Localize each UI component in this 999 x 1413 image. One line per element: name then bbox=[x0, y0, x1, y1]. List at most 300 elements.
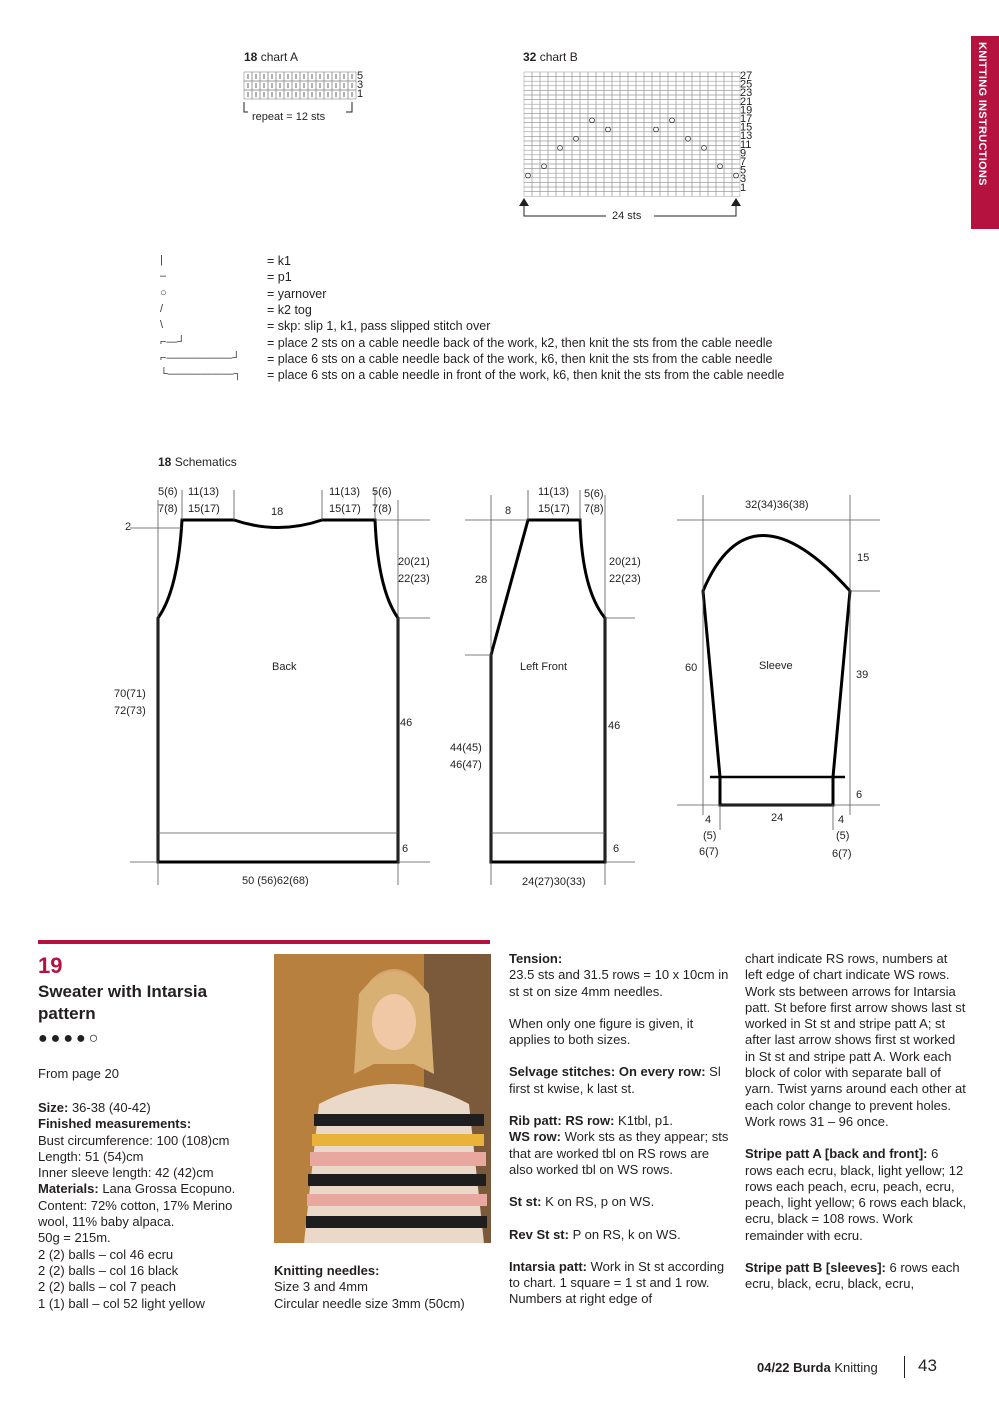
chart-b-cell bbox=[604, 173, 612, 178]
chart-b-cell bbox=[612, 95, 620, 100]
chart-b-cell bbox=[588, 182, 596, 187]
chart-b-yarnover bbox=[686, 136, 691, 141]
chart-b-cell bbox=[724, 113, 732, 118]
chart-b-cell bbox=[724, 173, 732, 178]
chart-b-row-label: 25 bbox=[740, 78, 753, 91]
chart-b-cell bbox=[540, 72, 548, 77]
chart-b-cell bbox=[628, 164, 636, 169]
chart-b-cell bbox=[628, 155, 636, 160]
chart-b-cell bbox=[708, 136, 716, 141]
chart-b-cell bbox=[644, 100, 652, 105]
chart-b-cell bbox=[556, 95, 564, 100]
chart-b-cell bbox=[692, 192, 700, 197]
chart-b-cell bbox=[708, 164, 716, 169]
chart-b-cell bbox=[644, 104, 652, 109]
chart-b-cell bbox=[564, 90, 572, 95]
chart-b-cell bbox=[708, 146, 716, 151]
chart-b-cell bbox=[732, 164, 740, 169]
chart-b-cell bbox=[700, 132, 708, 137]
section-tab-label: KNITTING INSTRUCTIONS bbox=[976, 42, 988, 186]
chart-b-cell bbox=[660, 187, 668, 192]
chart-b-cell bbox=[700, 150, 708, 155]
chart-b-cell bbox=[676, 127, 684, 132]
chart-b-cell bbox=[700, 95, 708, 100]
legend-text: = k1 bbox=[267, 254, 291, 268]
chart-b-cell bbox=[652, 164, 660, 169]
chart-b-cell bbox=[692, 77, 700, 82]
chart-b-cell bbox=[620, 90, 628, 95]
section-divider bbox=[38, 940, 490, 944]
chart-b-cell bbox=[620, 132, 628, 137]
chart-b-cell bbox=[540, 169, 548, 174]
chart-b-cell bbox=[548, 72, 556, 77]
chart-b-cell bbox=[548, 187, 556, 192]
chart-b-cell bbox=[612, 164, 620, 169]
chart-b-cell bbox=[636, 187, 644, 192]
chart-b-cell bbox=[628, 123, 636, 128]
left-front-label: Left Front bbox=[520, 661, 568, 673]
chart-b-cell bbox=[556, 136, 564, 141]
chart-b-cell bbox=[644, 77, 652, 82]
chart-b-cell bbox=[580, 109, 588, 114]
chart-b-cell bbox=[588, 164, 596, 169]
chart-b-cell bbox=[604, 141, 612, 146]
chart-b-cell bbox=[548, 127, 556, 132]
chart-b-yarnover bbox=[654, 127, 659, 132]
chart-b-cell bbox=[708, 182, 716, 187]
chart-b-cell bbox=[524, 155, 532, 160]
chart-b-cell bbox=[644, 178, 652, 183]
chart-b-cell bbox=[716, 132, 724, 137]
chart-b-cell bbox=[564, 187, 572, 192]
chart-b-cell bbox=[684, 123, 692, 128]
chart-b-cell bbox=[644, 169, 652, 174]
chart-b-cell bbox=[676, 132, 684, 137]
chart-b-cell bbox=[716, 173, 724, 178]
chart-b-cell bbox=[652, 86, 660, 91]
chart-b-cell bbox=[636, 132, 644, 137]
chart-b-cell bbox=[532, 136, 540, 141]
chart-b-cell bbox=[604, 132, 612, 137]
legend-text: = k2 tog bbox=[267, 302, 312, 317]
chart-b-cell bbox=[556, 178, 564, 183]
chart-b-cell bbox=[548, 81, 556, 86]
chart-b-cell bbox=[524, 95, 532, 100]
chart-b-cell bbox=[652, 104, 660, 109]
chart-b-yarnover bbox=[590, 118, 595, 123]
chart-b-cell bbox=[604, 146, 612, 151]
chart-b-cell bbox=[596, 178, 604, 183]
chart-b-cell bbox=[588, 123, 596, 128]
chart-b-cell bbox=[660, 77, 668, 82]
chart-b-cell bbox=[732, 72, 740, 77]
chart-b-cell bbox=[532, 113, 540, 118]
chart-b-cell bbox=[684, 109, 692, 114]
chart-b-cell bbox=[588, 173, 596, 178]
chart-b-cell bbox=[636, 113, 644, 118]
chart-b-cell bbox=[604, 136, 612, 141]
chart-b-cell bbox=[652, 187, 660, 192]
chart-b-cell bbox=[636, 146, 644, 151]
chart-b-cell bbox=[532, 90, 540, 95]
chart-b-cell bbox=[532, 146, 540, 151]
chart-b-cell bbox=[596, 109, 604, 114]
chart-b-cell bbox=[692, 72, 700, 77]
chart-b-cell bbox=[644, 136, 652, 141]
chart-b-cell bbox=[596, 155, 604, 160]
chart-b-cell bbox=[636, 182, 644, 187]
back-shoulder-label: 7(8) bbox=[372, 503, 392, 515]
chart-b-cell bbox=[716, 182, 724, 187]
chart-b-cell bbox=[620, 72, 628, 77]
chart-a-row-label: 3 bbox=[357, 79, 364, 91]
chart-b-cell bbox=[564, 113, 572, 118]
chart-b-cell bbox=[684, 81, 692, 86]
chart-b-cell bbox=[612, 187, 620, 192]
chart-b-cell bbox=[724, 77, 732, 82]
chart-b-cell bbox=[676, 182, 684, 187]
chart-b-cell bbox=[700, 146, 708, 151]
schematics-drawing bbox=[100, 470, 900, 900]
chart-b-cell bbox=[652, 72, 660, 77]
chart-b-yarnover bbox=[734, 173, 739, 178]
chart-b-cell bbox=[628, 192, 636, 197]
chart-b-cell bbox=[588, 127, 596, 132]
chart-b-cell bbox=[572, 118, 580, 123]
chart-b-cell bbox=[692, 95, 700, 100]
chart-b-cell bbox=[684, 113, 692, 118]
chart-b-cell bbox=[532, 164, 540, 169]
chart-a-row-label: 1 bbox=[357, 88, 364, 100]
chart-b-cell bbox=[580, 86, 588, 91]
chart-b-cell bbox=[572, 169, 580, 174]
chart-b-cell bbox=[596, 187, 604, 192]
chart-b-cell bbox=[716, 164, 724, 169]
chart-b-cell bbox=[692, 187, 700, 192]
chart-b-cell bbox=[652, 77, 660, 82]
chart-b-cell bbox=[604, 100, 612, 105]
chart-b-cell bbox=[636, 77, 644, 82]
chart-b-cell bbox=[644, 109, 652, 114]
back-shoulder-label: 7(8) bbox=[158, 503, 178, 515]
chart-b-cell bbox=[548, 123, 556, 128]
back-outline bbox=[158, 520, 398, 862]
chart-b-cell bbox=[700, 113, 708, 118]
chart-b-cell bbox=[676, 164, 684, 169]
chart-b-cell bbox=[628, 146, 636, 151]
chart-b-cell bbox=[644, 159, 652, 164]
chart-b-cell bbox=[564, 192, 572, 197]
chart-b-cell bbox=[660, 90, 668, 95]
chart-b-cell bbox=[556, 187, 564, 192]
chart-b-cell bbox=[628, 100, 636, 105]
chart-b-cell bbox=[580, 146, 588, 151]
chart-b-cell bbox=[652, 159, 660, 164]
chart-b-cell bbox=[612, 159, 620, 164]
chart-b-cell bbox=[564, 118, 572, 123]
chart-b-cell bbox=[628, 95, 636, 100]
chart-b-cell bbox=[692, 113, 700, 118]
chart-b-cell bbox=[524, 86, 532, 91]
chart-b-cell bbox=[700, 90, 708, 95]
left-front-length-label: 44(45) bbox=[450, 742, 482, 754]
legend-symbol: – bbox=[160, 270, 167, 283]
chart-b-cell bbox=[588, 150, 596, 155]
chart-b-cell bbox=[660, 118, 668, 123]
chart-b-cell bbox=[668, 146, 676, 151]
chart-b-cell bbox=[716, 109, 724, 114]
chart-b-cell bbox=[660, 104, 668, 109]
chart-b-cell bbox=[580, 72, 588, 77]
chart-b-cell bbox=[676, 159, 684, 164]
chart-b-cell bbox=[732, 127, 740, 132]
chart-b-cell bbox=[668, 123, 676, 128]
back-armhole-label: 22(23) bbox=[398, 573, 430, 585]
chart-b-cell bbox=[732, 81, 740, 86]
chart-b-cell bbox=[660, 72, 668, 77]
chart-b-cell bbox=[612, 77, 620, 82]
chart-b-cell bbox=[532, 132, 540, 137]
chart-b-cell bbox=[668, 77, 676, 82]
chart-b-cell bbox=[564, 104, 572, 109]
chart-b-cell bbox=[588, 86, 596, 91]
chart-b-cell bbox=[524, 123, 532, 128]
chart-b-cell bbox=[660, 169, 668, 174]
chart-b-cell bbox=[604, 118, 612, 123]
chart-b-cell bbox=[564, 86, 572, 91]
chart-b-cell bbox=[692, 127, 700, 132]
chart-b-cell bbox=[660, 132, 668, 137]
chart-b-yarnover bbox=[558, 146, 563, 151]
chart-b-cell bbox=[692, 86, 700, 91]
chart-b-cell bbox=[588, 169, 596, 174]
chart-b-cell bbox=[700, 127, 708, 132]
chart-b-cell bbox=[668, 104, 676, 109]
left-front-outline bbox=[491, 520, 605, 862]
chart-b-cell bbox=[612, 90, 620, 95]
chart-b-cell bbox=[556, 182, 564, 187]
chart-b-cell bbox=[636, 136, 644, 141]
footer-issue: 04/22 Burda Knitting bbox=[757, 1360, 878, 1375]
chart-b-cell bbox=[716, 155, 724, 160]
chart-b-cell bbox=[660, 141, 668, 146]
chart-b-cell bbox=[572, 104, 580, 109]
chart-b-cell bbox=[628, 104, 636, 109]
chart-b-cell bbox=[660, 95, 668, 100]
chart-b-cell bbox=[540, 159, 548, 164]
chart-b-cell bbox=[660, 164, 668, 169]
chart-b-cell bbox=[620, 155, 628, 160]
chart-b-row-label: 19 bbox=[740, 104, 753, 117]
chart-b-cell bbox=[700, 159, 708, 164]
chart-b-cell bbox=[660, 136, 668, 141]
chart-b-cell bbox=[556, 127, 564, 132]
chart-b-cell bbox=[684, 192, 692, 197]
chart-b-cell bbox=[644, 192, 652, 197]
legend-text: = skp: slip 1, k1, pass slipped stitch over bbox=[267, 319, 491, 334]
chart-b-cell bbox=[716, 95, 724, 100]
chart-b-cell bbox=[676, 123, 684, 128]
chart-b-cell bbox=[652, 123, 660, 128]
chart-b-cell bbox=[572, 95, 580, 100]
chart-b-cell bbox=[620, 86, 628, 91]
chart-b-cell bbox=[676, 155, 684, 160]
chart-b-cell bbox=[564, 173, 572, 178]
chart-b-cell bbox=[564, 81, 572, 86]
chart-b-cell bbox=[604, 192, 612, 197]
chart-b-cell bbox=[612, 178, 620, 183]
chart-b-cell bbox=[660, 159, 668, 164]
chart-b-cell bbox=[676, 187, 684, 192]
chart-b-cell bbox=[692, 81, 700, 86]
legend-text: = yarnover bbox=[267, 286, 327, 301]
chart-b-cell bbox=[668, 169, 676, 174]
back-shoulder-width-label: 15(17) bbox=[188, 503, 220, 515]
chart-b-cell bbox=[636, 109, 644, 114]
chart-b-cell bbox=[524, 141, 532, 146]
chart-b-cell bbox=[548, 173, 556, 178]
chart-b-cell bbox=[572, 109, 580, 114]
chart-b-cell bbox=[564, 146, 572, 151]
chart-b-width-label: 24 sts bbox=[612, 210, 642, 222]
chart-b-cell bbox=[596, 81, 604, 86]
chart-b-cell bbox=[588, 77, 596, 82]
left-front-length-label: 46(47) bbox=[450, 759, 482, 771]
back-armhole-label: 20(21) bbox=[398, 556, 430, 568]
chart-b-cell bbox=[668, 192, 676, 197]
chart-b-cell bbox=[700, 178, 708, 183]
chart-b-cell bbox=[548, 169, 556, 174]
chart-b-cell bbox=[532, 187, 540, 192]
left-front-width-label: 24(27)30(33) bbox=[522, 876, 586, 888]
chart-b-cell bbox=[700, 187, 708, 192]
chart-b-cell bbox=[724, 192, 732, 197]
chart-b-cell bbox=[588, 95, 596, 100]
chart-b-cell bbox=[548, 159, 556, 164]
column-3: Tension: 23.5 sts and 31.5 rows = 10 x 10cm in st st on size 4mm needles. When only one figure is given, it applies to both sizes. Selvage stitches: On every row: Sl first st kwise, k last st. Rib patt: RS row: K1tbl, p1. WS row: Work sts as they appear; sts that are worked tbl on RS rows are also worked tbl on WS rows. St st: K on RS, p on WS. Rev St st: P on RS, k on WS. Intarsia patt: Work in St st according to chart. 1 square = 1 st and 1 row. Numbers at right edge of bbox=[509, 951, 729, 1307]
chart-b-cell bbox=[612, 182, 620, 187]
chart-b-cell bbox=[548, 192, 556, 197]
chart-b-cell bbox=[724, 182, 732, 187]
chart-b-cell bbox=[588, 81, 596, 86]
chart-b-cell bbox=[724, 187, 732, 192]
chart-b-cell bbox=[692, 146, 700, 151]
chart-b-cell bbox=[732, 136, 740, 141]
chart-b-cell bbox=[588, 104, 596, 109]
chart-b-cell bbox=[708, 192, 716, 197]
chart-a-title: 18 chart A bbox=[244, 50, 299, 64]
chart-b-cell bbox=[716, 136, 724, 141]
chart-b-cell bbox=[540, 95, 548, 100]
chart-a-grid bbox=[240, 70, 380, 130]
chart-b-cell bbox=[708, 95, 716, 100]
chart-b-yarnover bbox=[526, 173, 531, 178]
chart-b-cell bbox=[604, 178, 612, 183]
chart-b-cell bbox=[556, 146, 564, 151]
chart-b-cell bbox=[716, 178, 724, 183]
chart-b-cell bbox=[676, 109, 684, 114]
back-shoulder-label: 5(6) bbox=[158, 486, 178, 498]
chart-b-cell bbox=[652, 178, 660, 183]
chart-b-cell bbox=[524, 104, 532, 109]
chart-b-row-label: 11 bbox=[740, 138, 752, 151]
left-front-armhole-label: 22(23) bbox=[609, 573, 641, 585]
chart-a-repeat-label: repeat = 12 sts bbox=[252, 111, 326, 123]
chart-b-cell bbox=[580, 173, 588, 178]
needles-info: Knitting needles: Size 3 and 4mm Circular needle size 3mm (50cm) bbox=[274, 1263, 465, 1311]
chart-b-cell bbox=[572, 159, 580, 164]
chart-b-cell bbox=[580, 159, 588, 164]
chart-b-cell bbox=[732, 192, 740, 197]
chart-b-cell bbox=[604, 72, 612, 77]
chart-b-cell bbox=[524, 72, 532, 77]
chart-b-row-label: 1 bbox=[740, 181, 747, 194]
chart-b-cell bbox=[724, 90, 732, 95]
chart-b-cell bbox=[700, 109, 708, 114]
chart-b-cell bbox=[620, 178, 628, 183]
chart-b-cell bbox=[684, 141, 692, 146]
chart-b-cell bbox=[732, 109, 740, 114]
chart-b-cell bbox=[604, 155, 612, 160]
chart-b-cell bbox=[732, 90, 740, 95]
chart-b-cell bbox=[524, 169, 532, 174]
chart-b-cell bbox=[564, 132, 572, 137]
chart-b-cell bbox=[548, 109, 556, 114]
chart-b-cell bbox=[572, 132, 580, 137]
chart-b-cell bbox=[668, 118, 676, 123]
chart-b-arrow bbox=[519, 198, 741, 206]
chart-b-cell bbox=[620, 169, 628, 174]
chart-b-cell bbox=[668, 136, 676, 141]
chart-b-cell bbox=[660, 86, 668, 91]
chart-b-cell bbox=[596, 113, 604, 118]
chart-b-cell bbox=[620, 118, 628, 123]
chart-b-cell bbox=[652, 141, 660, 146]
chart-b-cell bbox=[548, 86, 556, 91]
chart-b-cell bbox=[724, 150, 732, 155]
chart-b-cell bbox=[540, 141, 548, 146]
chart-b-yarnover bbox=[542, 164, 547, 169]
chart-b-cell bbox=[660, 150, 668, 155]
chart-b-cell bbox=[524, 159, 532, 164]
chart-b-cell bbox=[668, 178, 676, 183]
chart-b-cell bbox=[572, 146, 580, 151]
chart-b-cell bbox=[604, 159, 612, 164]
chart-b-cell bbox=[692, 132, 700, 137]
chart-b-cell bbox=[644, 173, 652, 178]
chart-b-cell bbox=[548, 90, 556, 95]
chart-b-cell bbox=[532, 77, 540, 82]
chart-b-cell bbox=[644, 113, 652, 118]
back-width-label: 50 (56)62(68) bbox=[242, 875, 309, 887]
chart-b-cell bbox=[596, 136, 604, 141]
chart-b-cell bbox=[572, 127, 580, 132]
chart-b-cell bbox=[660, 178, 668, 183]
chart-b-cell bbox=[684, 118, 692, 123]
chart-b-cell bbox=[604, 123, 612, 128]
legend-text: = place 2 sts on a cable needle back of the work, k2, then knit the sts from the cable needle bbox=[267, 335, 773, 350]
sleeve-increase-label: 6(7) bbox=[699, 846, 719, 858]
chart-b-cell bbox=[612, 169, 620, 174]
chart-b-cell bbox=[636, 173, 644, 178]
chart-b-cell bbox=[732, 141, 740, 146]
chart-b-cell bbox=[692, 123, 700, 128]
chart-b-cell bbox=[532, 169, 540, 174]
chart-b-cell bbox=[620, 187, 628, 192]
chart-b-cell bbox=[652, 150, 660, 155]
chart-b-cell bbox=[620, 113, 628, 118]
chart-b-row-label: 15 bbox=[740, 121, 753, 134]
